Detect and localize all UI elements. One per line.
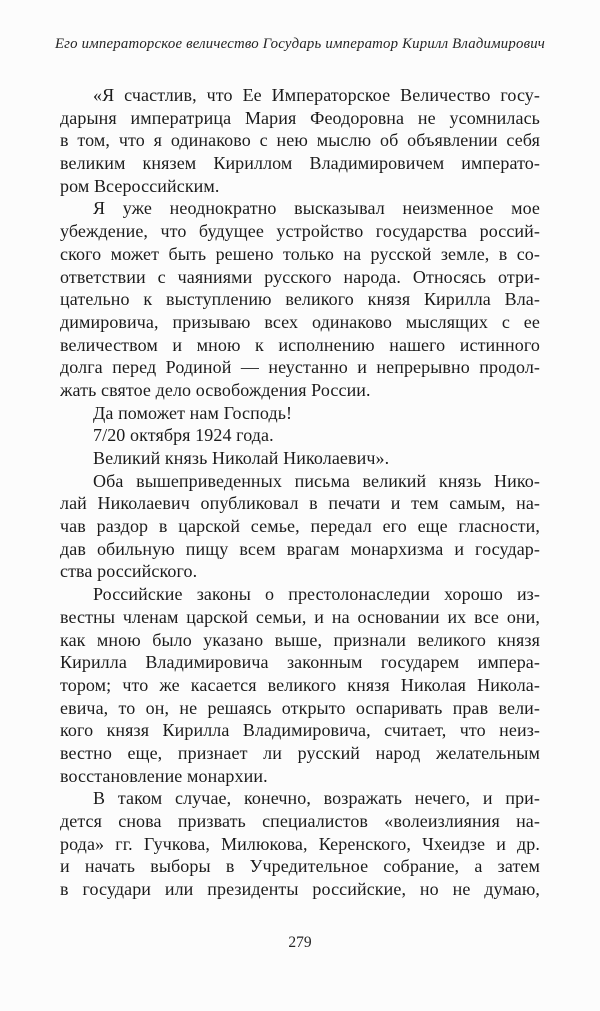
text-line: ром Всероссийским. [60,175,220,196]
text-line: дав обильную пищу всем врагам монархизма и государ- [60,538,540,559]
text-line: лай Николаевич опубликовал в печати и тем самым, на- [60,493,540,514]
text-line: Кирилла Владимировича законным государем импера- [60,652,540,673]
text-line: восстановление монархии. [60,765,268,786]
text-line: ского может быть решено только на русской земле, в со- [60,243,540,264]
text-line: в государи или президенты российские, но не думаю, [60,879,540,900]
text-line: димировича, призываю всех одинаково мыслящих с ее [60,311,540,332]
text-line: Я уже неоднократно высказывал неизменное мое [93,198,540,219]
text-line: 7/20 октября 1924 года. [93,425,274,446]
text-line: «Я счастлив, что Ее Императорское Величество госу- [93,85,540,105]
text-line: жать святое дело освобождения России. [60,379,371,400]
text-line: ства российского. [60,561,198,582]
text-line: тором; что же касается великого князя Николая Никола- [60,674,540,695]
page-number: 279 [288,934,312,951]
text-line: евича, то он, не решаясь открыто оспаривать прав вели- [60,697,540,718]
text-line: Оба вышеприведенных письма великий князь Нико- [93,470,540,491]
paragraph [60,787,540,900]
text-line: вестно еще, признает ли русский народ желательным [60,742,540,763]
text-line: цательно к выступлению великого князя Кирилла Вла- [60,289,540,310]
paragraph [60,470,540,583]
paragraph [60,583,540,787]
text-line: Да поможет нам Господь! [93,402,293,423]
text-line: В таком случае, конечно, возражать нечего, и при- [93,788,540,809]
paragraph [60,424,540,447]
text-line: кого князя Кирилла Владимировича, считает, что неиз- [60,720,540,741]
text-line: чав раздор в царской семье, передал его еще гласности, [60,516,540,537]
text-line: дется снова призвать специалистов «волеизлияния на- [60,811,540,831]
text-block [60,84,540,901]
text-line: Российские законы о престолонаследии хорошо из- [93,584,540,605]
text-line: величеством и мною к исполнению нашего истинного [60,334,540,355]
text-line: рода» гг. Гучкова, Милюкова, Керенского, Чхеидзе и др. [60,833,540,854]
text-line: вестны членам царской семьи, и на основании их все они, [60,606,540,627]
text-line: и начать выборы в Учредительное собрание, а затем [60,856,540,877]
paragraph [60,197,540,401]
text-line: ответствии с чаяниями русского народа. Относясь отри- [60,266,540,287]
text-line: убеждение, что будущее устройство государства россий- [60,221,540,242]
text-line: великим князем Кириллом Владимировичем императо- [60,153,540,174]
text-line: дарыня императрица Мария Феодоровна не усомнилась [60,107,540,128]
paragraph [60,402,540,425]
text-line: как мною было указано выше, признали великого князя [60,629,540,650]
paragraph [60,84,540,197]
paragraph [60,447,540,470]
text-line: Великий князь Николай Николаевич». [93,448,390,468]
running-header: Его императорское величество Государь император Кирилл Владимирович [54,36,546,52]
text-line: долга перед Родиной — неустанно и непрерывно продол- [60,357,540,378]
text-line: в том, что я одинаково с нею мыслю об объявлении себя [60,130,540,151]
